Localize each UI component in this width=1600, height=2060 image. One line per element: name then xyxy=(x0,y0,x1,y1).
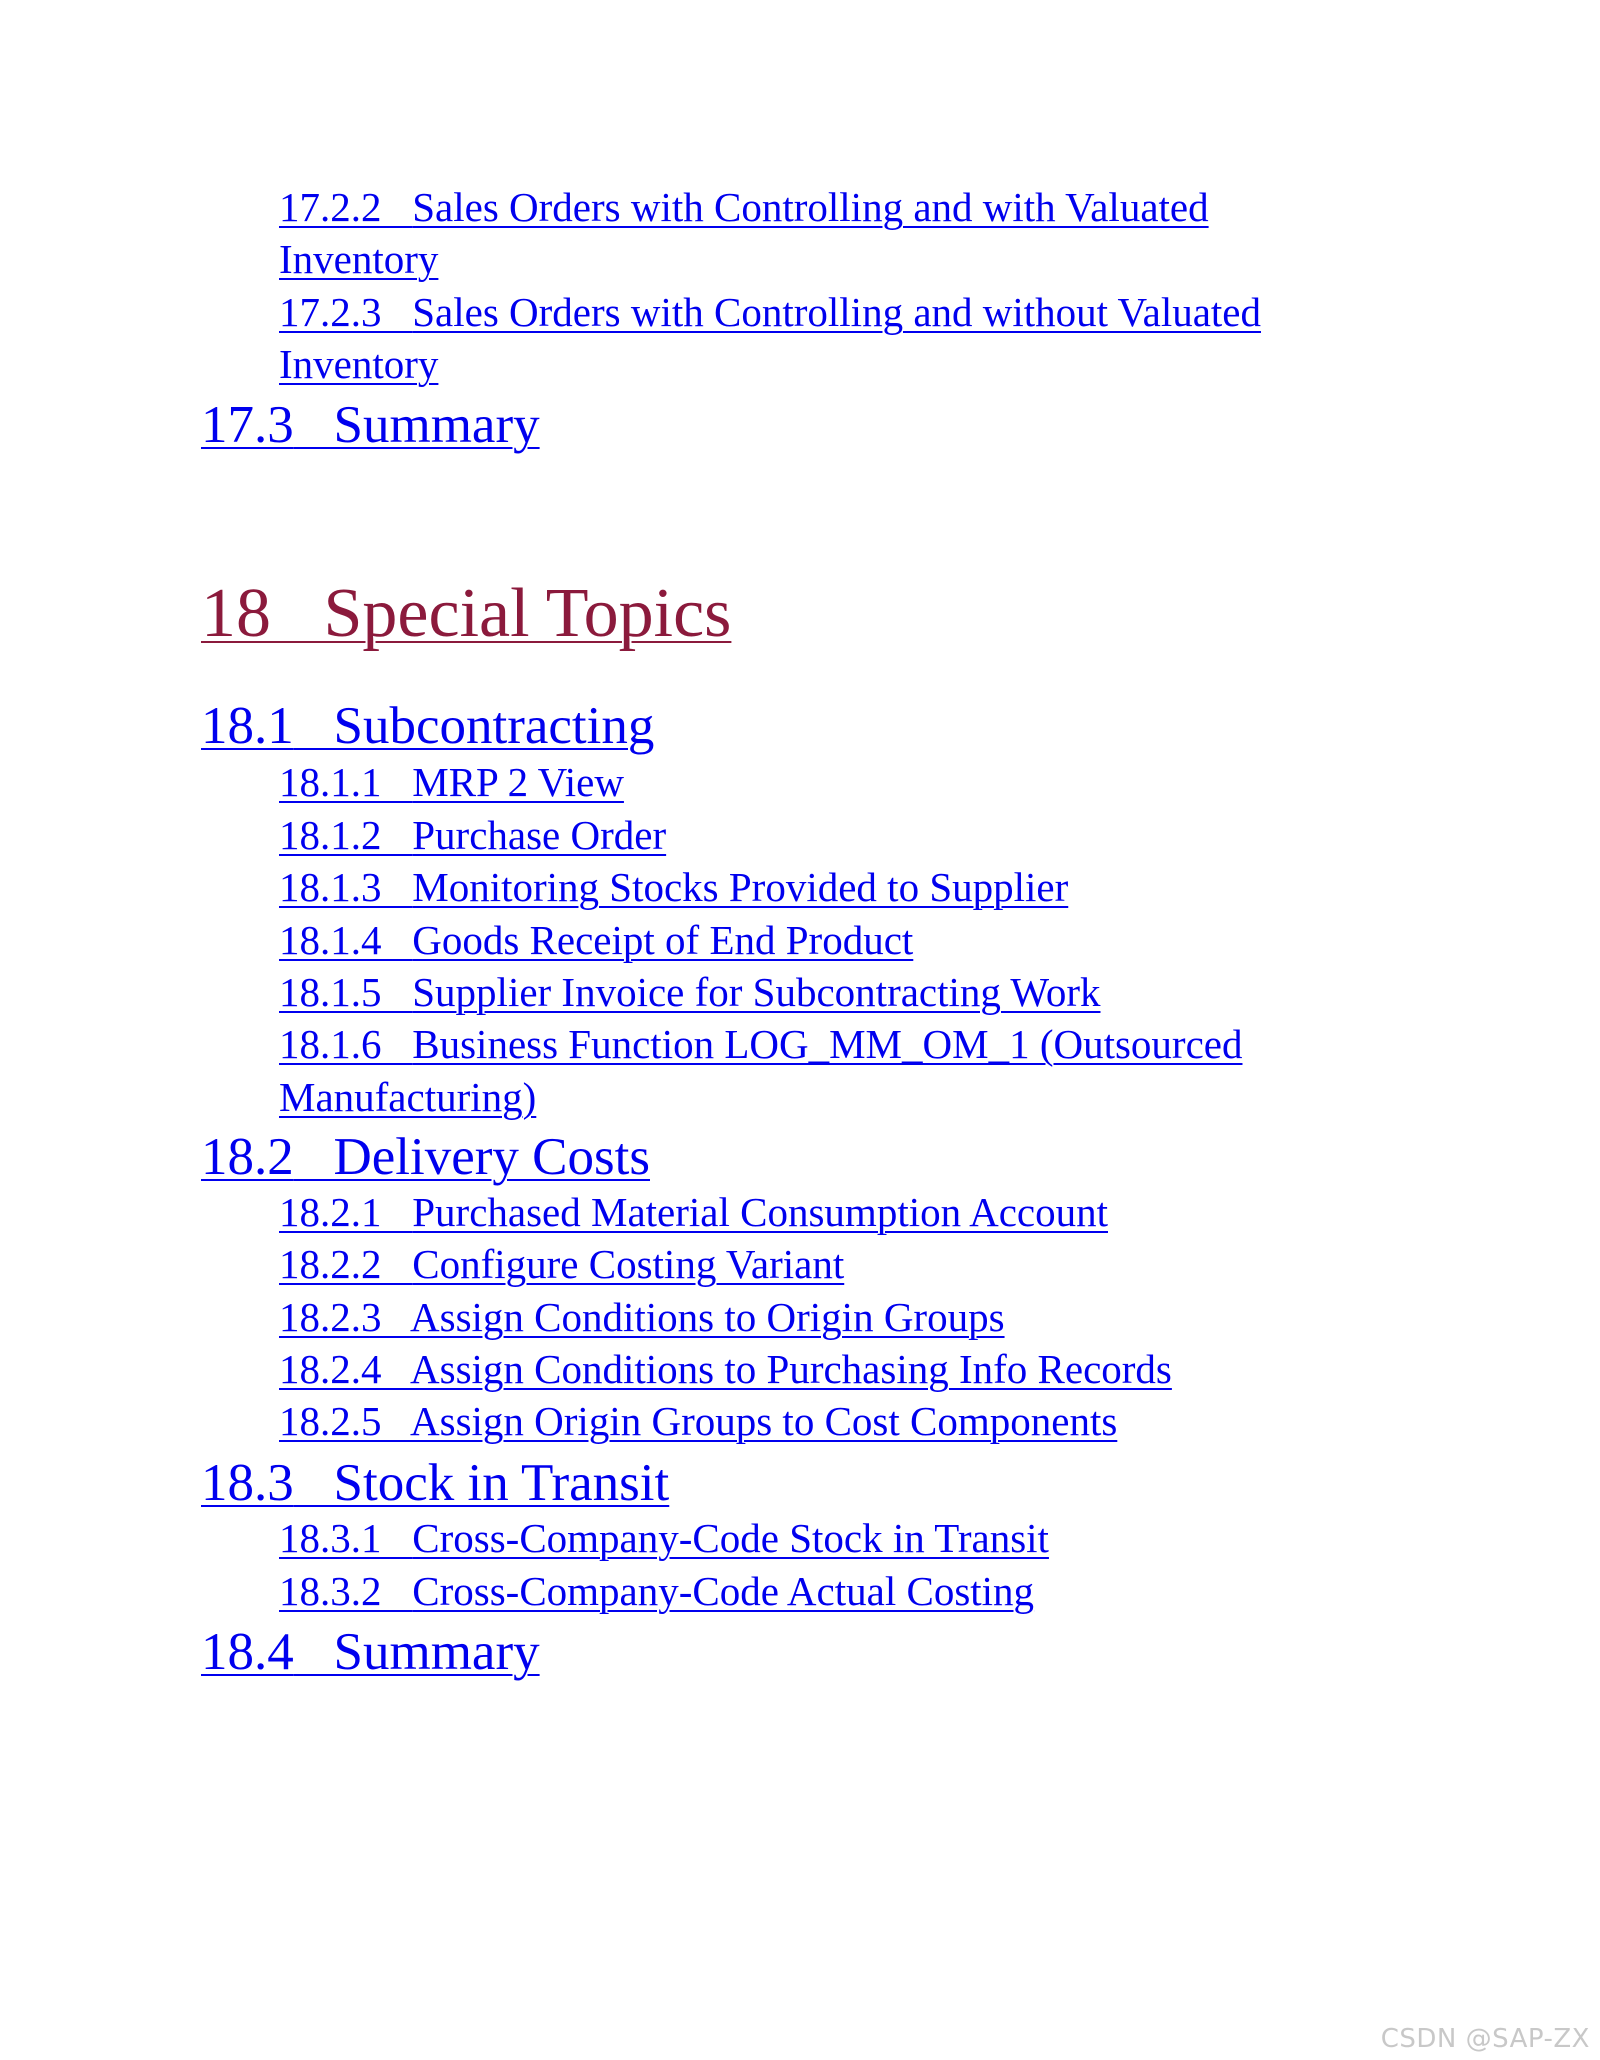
toc-link-18-1[interactable] xyxy=(201,697,655,755)
toc-link-17-2-3[interactable] xyxy=(279,289,1261,335)
section-number: 18.2.2 xyxy=(279,1241,382,1287)
toc-link-chapter-18[interactable] xyxy=(201,575,732,652)
toc-link-18-1-4[interactable] xyxy=(279,917,914,963)
toc-link-18-1-1[interactable] xyxy=(279,759,624,805)
toc-link-18-2-4[interactable] xyxy=(279,1346,1172,1392)
section-title: Subcontracting xyxy=(333,697,655,755)
section-title xyxy=(382,759,413,805)
watermark: CSDN @SAP-ZX xyxy=(1380,2024,1590,2054)
section-number: 18.3.1 xyxy=(279,1515,382,1561)
section-title xyxy=(294,1128,334,1186)
toc-link-18-2-3[interactable] xyxy=(279,1294,1005,1340)
section-title xyxy=(382,969,413,1015)
section-title xyxy=(382,1241,413,1287)
section-number: 18.1.2 xyxy=(279,812,382,858)
section-number: 17.3 xyxy=(201,396,294,454)
section-title xyxy=(294,1454,334,1512)
section-number: 18.1.5 xyxy=(279,969,382,1015)
section-title: Goods Receipt of End Product xyxy=(412,917,914,963)
section-title xyxy=(382,1294,411,1340)
section-title: Monitoring Stocks Provided to Supplier xyxy=(412,864,1069,910)
chapter-title: Special Topics xyxy=(323,575,732,652)
section-title: Sales Orders with Controlling and without Valuated xyxy=(412,289,1261,335)
section-title: Business Function LOG_MM_OM_1 (Outsourced xyxy=(412,1021,1243,1067)
toc-link-18-1-6[interactable] xyxy=(279,1021,1243,1067)
section-title xyxy=(382,1568,413,1614)
section-number: 18.1.6 xyxy=(279,1021,382,1067)
section-number: 18.2 xyxy=(201,1128,294,1186)
section-number: 18.3.2 xyxy=(279,1568,382,1614)
toc-link-18-1-2[interactable] xyxy=(279,812,667,858)
section-number: 18.1.3 xyxy=(279,864,382,910)
section-title: Cross-Company-Code Stock in Transit xyxy=(412,1515,1049,1561)
section-number: 18.2.1 xyxy=(279,1189,382,1235)
section-number: 18.1 xyxy=(201,697,294,755)
section-number: 17.2.3 xyxy=(279,289,382,335)
section-title xyxy=(294,1623,334,1681)
section-title-continued: Manufacturing) xyxy=(279,1074,537,1120)
toc-link-18-2-2[interactable] xyxy=(279,1241,845,1287)
section-title xyxy=(294,697,334,755)
section-title xyxy=(382,184,413,230)
toc-link-18-2[interactable] xyxy=(201,1128,650,1186)
section-title: Assign Conditions to Origin Groups xyxy=(410,1294,1005,1340)
section-title: Purchase Order xyxy=(412,812,667,858)
toc-link-18-1-3[interactable] xyxy=(279,864,1069,910)
toc-link-18-2-5[interactable] xyxy=(279,1398,1118,1444)
section-title xyxy=(382,1021,413,1067)
toc-link-17-3[interactable] xyxy=(201,396,540,454)
section-number: 18.1.1 xyxy=(279,759,382,805)
section-title xyxy=(382,812,413,858)
section-title xyxy=(294,396,334,454)
section-title: Supplier Invoice for Subcontracting Work xyxy=(412,969,1101,1015)
section-title: MRP 2 View xyxy=(412,759,624,805)
toc-link-17-2-2-continued[interactable] xyxy=(279,236,439,282)
toc-link-18-4[interactable] xyxy=(201,1623,540,1681)
section-title: Cross-Company-Code Actual Costing xyxy=(412,1568,1035,1614)
section-number: 18.2.5 xyxy=(279,1398,382,1444)
section-title: Configure Costing Variant xyxy=(412,1241,845,1287)
section-title: Assign Conditions to Purchasing Info Records xyxy=(410,1346,1172,1392)
section-title xyxy=(382,289,413,335)
section-number: 17.2.2 xyxy=(279,184,382,230)
section-title-continued: Inventory xyxy=(279,341,439,387)
section-title xyxy=(382,1189,413,1235)
section-title xyxy=(382,1346,411,1392)
toc-link-17-2-3-continued[interactable] xyxy=(279,341,439,387)
section-title: Stock in Transit xyxy=(333,1454,670,1512)
section-title xyxy=(382,1515,413,1561)
toc-link-18-1-6-continued[interactable] xyxy=(279,1074,537,1120)
toc-link-18-3[interactable] xyxy=(201,1454,670,1512)
toc-link-18-3-1[interactable] xyxy=(279,1515,1049,1561)
section-number: 18.1.4 xyxy=(279,917,382,963)
toc-link-18-2-1[interactable] xyxy=(279,1189,1108,1235)
chapter-number: 18 xyxy=(201,575,271,652)
section-title xyxy=(382,917,413,963)
section-number: 18.4 xyxy=(201,1623,294,1681)
section-number: 18.3 xyxy=(201,1454,294,1512)
section-title xyxy=(382,1398,411,1444)
chapter-title xyxy=(271,575,324,652)
section-title: Sales Orders with Controlling and with Valuated xyxy=(412,184,1209,230)
section-title: Assign Origin Groups to Cost Components xyxy=(410,1398,1118,1444)
section-number: 18.2.3 xyxy=(279,1294,382,1340)
section-title: Delivery Costs xyxy=(333,1128,650,1186)
section-title xyxy=(382,864,413,910)
toc-link-17-2-2[interactable] xyxy=(279,184,1209,230)
toc-link-18-1-5[interactable] xyxy=(279,969,1101,1015)
toc-link-18-3-2[interactable] xyxy=(279,1568,1035,1614)
section-title: Summary xyxy=(333,396,540,454)
section-title-continued: Inventory xyxy=(279,236,439,282)
section-title: Summary xyxy=(333,1623,540,1681)
section-number: 18.2.4 xyxy=(279,1346,382,1392)
section-title: Purchased Material Consumption Account xyxy=(412,1189,1108,1235)
